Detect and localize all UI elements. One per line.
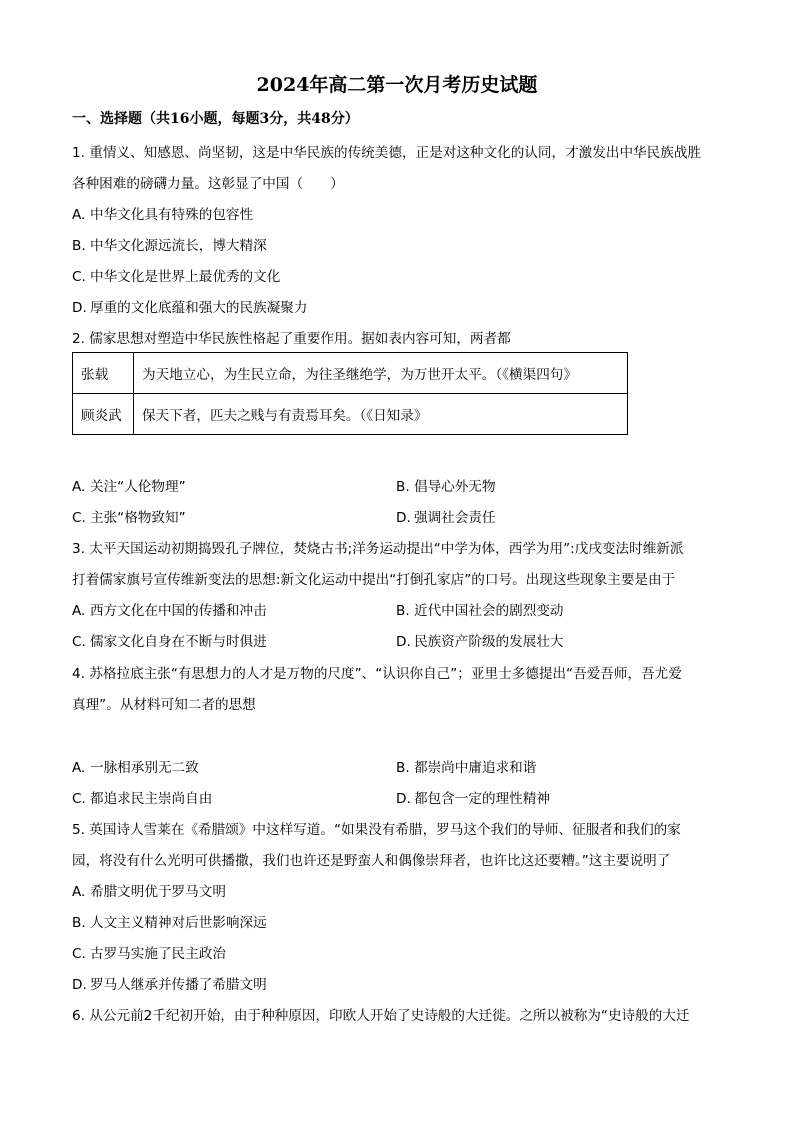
question-4-option-d[interactable] (396, 787, 550, 807)
option-text: 都追求民主崇尚自由 (90, 791, 213, 807)
option-label: D. (396, 510, 411, 526)
option-text: 人文主义精神对后世影响深远 (90, 915, 267, 931)
question-4-option-c[interactable] (72, 787, 212, 807)
option-text: 强调社会责任 (414, 510, 496, 526)
option-label: D. (396, 791, 411, 807)
option-text: 厚重的文化底蕴和强大的民族凝聚力 (90, 300, 308, 316)
question-5-option-c[interactable] (72, 942, 226, 962)
table-cell-name: 张载 (73, 353, 134, 394)
question-2-option-b[interactable] (396, 475, 496, 495)
option-label: C. (72, 946, 86, 962)
option-label: A. (72, 603, 86, 619)
question-1-line-1: 1. 重情义、知感恩、尚坚韧，这是中华民族的传统美德，正是对这种文化的认同，才激发出中华民族战胜 (72, 145, 702, 161)
table-cell-quote: 保天下者，匹夫之贱与有责焉耳矣。（《日知录》 (134, 394, 628, 435)
option-text: 中华文化是世界上最优秀的文化 (90, 269, 281, 285)
option-label: B. (396, 479, 410, 495)
question-1-line-2: 各种困难的磅礴力量。这彰显了中国（ ） (72, 176, 344, 192)
option-label: C. (72, 510, 86, 526)
option-label: D. (72, 977, 87, 993)
option-text: 都崇尚中庸追求和谐 (414, 760, 537, 776)
table-cell-quote: 为天地立心，为生民立命，为往圣继绝学，为万世开太平。（《横渠四句》 (134, 353, 628, 394)
question-3-line-1: 3. 太平天国运动初期捣毁孔子牌位，焚烧古书;洋务运动提出“中学为体，西学为用”:戊戌变法时维新派 (72, 541, 684, 557)
question-2-line-1: 2. 儒家思想对塑造中华民族性格起了重要作用。据如表内容可知，两者都 (72, 331, 511, 347)
option-label: C. (72, 269, 86, 285)
option-text: 主张“格物致知” (90, 510, 186, 526)
option-label: B. (72, 238, 86, 254)
option-label: A. (72, 884, 86, 900)
option-text: 一脉相承别无二致 (90, 760, 199, 776)
question-2-option-d[interactable] (396, 506, 496, 526)
question-3-option-a[interactable] (72, 599, 267, 619)
option-label: C. (72, 634, 86, 650)
question-5-option-a[interactable] (72, 880, 226, 900)
question-3-option-b[interactable] (396, 599, 564, 619)
question-4-line-1: 4. 苏格拉底主张“有思想力的人才是万物的尺度”、“认识你自己”；亚里士多德提出“吾爱吾师，吾尤爱 (72, 666, 682, 682)
question-6-line-1: 6. 从公元前2千纪初开始，由于种种原因，印欧人开始了史诗般的大迁徙。之所以被称为“史诗般的大迁 (72, 1008, 690, 1024)
option-label: B. (396, 760, 410, 776)
option-label: D. (396, 634, 411, 650)
option-label: A. (72, 207, 86, 223)
question-1-option-d[interactable] (72, 296, 308, 316)
option-label: D. (72, 300, 87, 316)
option-text: 倡导心外无物 (414, 479, 496, 495)
question-5-line-1: 5. 英国诗人雪莱在《希腊颂》中这样写道。“如果没有希腊，罗马这个我们的导师、征服者和我们的家 (72, 822, 681, 838)
option-text: 都包含一定的理性精神 (414, 791, 550, 807)
question-4-line-2: 真理”。从材料可知二者的思想 (72, 697, 256, 713)
question-1-option-a[interactable] (72, 203, 253, 223)
question-1-option-c[interactable] (72, 265, 280, 285)
option-text: 中华文化源远流长，博大精深 (90, 238, 267, 254)
option-text: 希腊文明优于罗马文明 (90, 884, 226, 900)
option-label: A. (72, 760, 86, 776)
option-text: 民族资产阶级的发展壮大 (414, 634, 564, 650)
question-2-option-c[interactable] (72, 506, 186, 526)
table-row (73, 394, 628, 435)
option-label: B. (72, 915, 86, 931)
option-text: 中华文化具有特殊的包容性 (90, 207, 254, 223)
table-cell-name: 顾炎武 (73, 394, 134, 435)
question-3-option-d[interactable] (396, 630, 564, 650)
question-3-line-2: 打着儒家旗号宣传维新变法的思想:新文化运动中提出“打倒孔家店”的口号。出现这些现象主要是由于 (72, 572, 676, 588)
page-title: 2024年高二第一次月考历史试题 (256, 74, 538, 96)
question-5-option-b[interactable] (72, 911, 267, 931)
option-text: 近代中国社会的剧烈变动 (414, 603, 564, 619)
question-1-option-b[interactable] (72, 234, 267, 254)
question-3-option-c[interactable] (72, 630, 267, 650)
option-text: 关注“人伦物理” (90, 479, 186, 495)
section-heading: 一、选择题（共16小题，每题3分，共48分） (72, 111, 359, 127)
option-text: 西方文化在中国的传播和冲击 (90, 603, 267, 619)
table-row (73, 353, 628, 394)
option-text: 儒家文化自身在不断与时俱进 (90, 634, 267, 650)
option-label: C. (72, 791, 86, 807)
option-label: B. (396, 603, 410, 619)
option-text: 古罗马实施了民主政治 (90, 946, 226, 962)
question-5-option-d[interactable] (72, 973, 267, 993)
question-4-option-b[interactable] (396, 756, 536, 776)
question-2-option-a[interactable] (72, 475, 186, 495)
option-label: A. (72, 479, 86, 495)
question-4-option-a[interactable] (72, 756, 199, 776)
quote-table (72, 352, 628, 435)
question-5-line-2: 园，将没有什么光明可供播撒，我们也许还是野蛮人和偶像崇拜者，也许比这还要糟。”这主要说明了 (72, 853, 671, 869)
option-text: 罗马人继承并传播了希腊文明 (90, 977, 267, 993)
